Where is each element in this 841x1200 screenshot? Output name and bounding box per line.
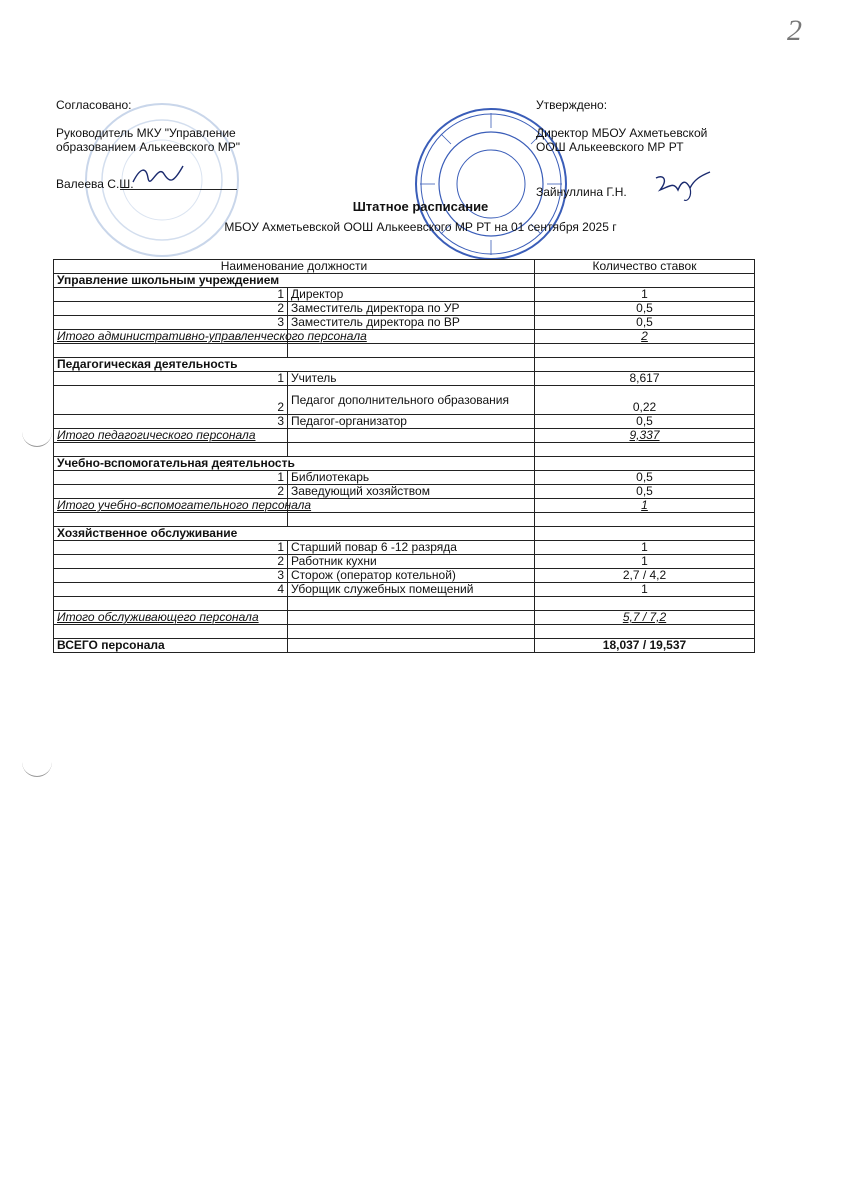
- table-row: [54, 583, 755, 597]
- position-name: Педагог-организатор: [288, 415, 535, 429]
- signature-line-left: [120, 189, 237, 190]
- subtotal-value: 5,7 / 7,2: [535, 611, 755, 625]
- staff-schedule-table: [53, 259, 755, 653]
- subtotal-label: Итого административно-управленческого персонала: [54, 330, 288, 344]
- table-row: [54, 288, 755, 302]
- table-row: [54, 555, 755, 569]
- row-number: 3: [54, 415, 288, 429]
- page-number: 2: [787, 14, 802, 47]
- section-title: Педагогическая деятельность: [54, 358, 535, 372]
- row-number: 3: [54, 569, 288, 583]
- punch-hole-mark: [22, 760, 52, 777]
- blank-row: [54, 513, 755, 527]
- row-number: 1: [54, 471, 288, 485]
- section-row: [54, 457, 755, 471]
- rate-count: 1: [535, 583, 755, 597]
- signature-left: [128, 160, 188, 190]
- rate-count: 8,617: [535, 372, 755, 386]
- row-number: 1: [54, 288, 288, 302]
- blank-row: [54, 597, 755, 611]
- approval-right-name: Зайнуллина Г.Н.: [536, 185, 627, 199]
- approval-right-position-line2: ООШ Алькеевского МР РТ: [536, 140, 684, 154]
- section-title: Управление школьным учреждением: [54, 274, 535, 288]
- subtotal-row: [54, 611, 755, 625]
- section-row: [54, 527, 755, 541]
- approval-right-position-line1: Директор МБОУ Ахметьевской: [536, 126, 708, 140]
- subtotal-label: Итого педагогического персонала: [54, 429, 288, 443]
- grand-total-row: [54, 639, 755, 653]
- approval-left-label: Согласовано:: [56, 98, 132, 112]
- subtotal-label: Итого обслуживающего персонала: [54, 611, 288, 625]
- position-name: Старший повар 6 -12 разряда: [288, 541, 535, 555]
- document-title: Штатное расписание: [352, 199, 489, 214]
- table-row: [54, 386, 755, 415]
- rate-count: 1: [535, 541, 755, 555]
- subtotal-value: 2: [535, 330, 755, 344]
- row-number: 2: [54, 302, 288, 316]
- table-row: [54, 302, 755, 316]
- row-number: 1: [54, 541, 288, 555]
- grand-total-value: 18,037 / 19,537: [535, 639, 755, 653]
- subtotal-row: [54, 499, 755, 513]
- position-name: Сторож (оператор котельной): [288, 569, 535, 583]
- table-row: [54, 372, 755, 386]
- table-row: [54, 569, 755, 583]
- position-name: Работник кухни: [288, 555, 535, 569]
- rate-count: 0,5: [535, 316, 755, 330]
- subtotal-value: 1: [535, 499, 755, 513]
- table-row: [54, 415, 755, 429]
- header-position-name: Наименование должности: [54, 260, 535, 274]
- rate-count: 2,7 / 4,2: [535, 569, 755, 583]
- row-number: 3: [54, 316, 288, 330]
- table-row: [54, 471, 755, 485]
- position-name: Уборщик служебных помещений: [288, 583, 535, 597]
- position-name: Заместитель директора по ВР: [288, 316, 535, 330]
- rate-count: 0,22: [535, 386, 755, 415]
- approval-left-name: Валеева С.Ш.: [56, 177, 134, 191]
- rate-count: 0,5: [535, 415, 755, 429]
- header-count: Количество ставок: [535, 260, 755, 274]
- approval-left-position-line2: образованием Алькеевского МР": [56, 140, 240, 154]
- blank-row: [54, 625, 755, 639]
- position-name: Библиотекарь: [288, 471, 535, 485]
- section-title: Учебно-вспомогательная деятельность: [54, 457, 535, 471]
- table-row: [54, 316, 755, 330]
- section-title: Хозяйственное обслуживание: [54, 527, 535, 541]
- position-name: Заведующий хозяйством: [288, 485, 535, 499]
- blank-row: [54, 344, 755, 358]
- document-subtitle: МБОУ Ахметьевской ООШ Алькеевского МР РТ на 01 сентября 2025 г: [224, 220, 617, 234]
- row-number: 1: [54, 372, 288, 386]
- rate-count: 1: [535, 288, 755, 302]
- approval-left-position-line1: Руководитель МКУ "Управление: [56, 126, 236, 140]
- table-row: [54, 485, 755, 499]
- punch-hole-mark: [22, 430, 52, 447]
- approval-right-label: Утверждено:: [536, 98, 608, 112]
- section-row: [54, 274, 755, 288]
- subtotal-row: [54, 429, 755, 443]
- subtotal-row: [54, 330, 755, 344]
- rate-count: 0,5: [535, 485, 755, 499]
- section-row: [54, 358, 755, 372]
- table-header-row: [54, 260, 755, 274]
- row-number: 4: [54, 583, 288, 597]
- position-name: Директор: [288, 288, 535, 302]
- blank-row: [54, 443, 755, 457]
- grand-total-label: ВСЕГО персонала: [54, 639, 288, 653]
- row-number: 2: [54, 555, 288, 569]
- row-number: 2: [54, 485, 288, 499]
- position-name: Педагог дополнительного образования: [288, 386, 535, 415]
- table-row: [54, 541, 755, 555]
- row-number: 2: [54, 386, 288, 415]
- subtotal-label: Итого учебно-вспомогательного персонала: [54, 499, 288, 513]
- rate-count: 0,5: [535, 302, 755, 316]
- rate-count: 0,5: [535, 471, 755, 485]
- rate-count: 1: [535, 555, 755, 569]
- position-name: Заместитель директора по УР: [288, 302, 535, 316]
- position-name: Учитель: [288, 372, 535, 386]
- subtotal-value: 9,337: [535, 429, 755, 443]
